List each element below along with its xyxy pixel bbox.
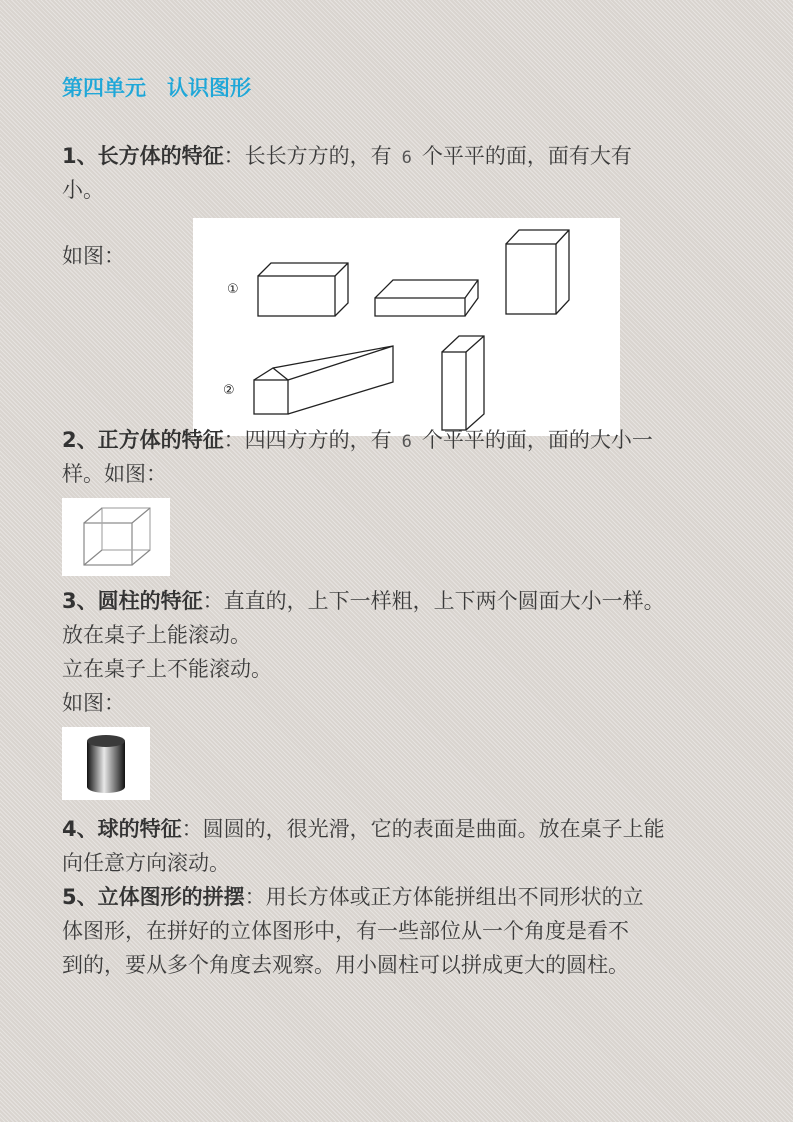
section-2-text-a: 四四方方的，有	[244, 428, 392, 452]
section-4-title: 4、球的特征	[62, 817, 182, 841]
section-1-colon: ：	[223, 144, 245, 168]
section-1-text-a: 长长方方的，有	[244, 144, 392, 168]
section-1-title: 1、长方体的特征	[62, 144, 224, 168]
section-1-text-b: 个平平的面，面有大有	[421, 144, 632, 168]
section-2-face-count: 6	[401, 432, 412, 452]
section-5-line-1	[62, 881, 644, 913]
cylinder-figure	[62, 727, 150, 800]
section-3-line-2: 放在桌子上能滚动。	[62, 623, 251, 647]
section-2-line-1	[62, 424, 653, 458]
section-1-figure-label: 如图：	[62, 244, 125, 268]
section-1-face-count: 6	[401, 148, 412, 168]
section-2-colon: ：	[223, 428, 245, 452]
cuboid-figure	[193, 218, 620, 436]
section-4-colon: ：	[181, 817, 203, 841]
section-2-title: 2、正方体的特征	[62, 428, 224, 452]
section-3-figure-label: 如图：	[62, 691, 125, 715]
section-3-line-3: 立在桌子上不能滚动。	[62, 657, 272, 681]
figure-marker-2: ②	[223, 383, 235, 398]
section-3-colon: ：	[202, 589, 224, 613]
section-2-line-2: 样。如图：	[62, 462, 167, 486]
section-1-line-2: 小。	[62, 178, 104, 202]
section-5-colon: ：	[244, 885, 266, 909]
section-3-line-1	[62, 585, 665, 617]
unit-heading: 第四单元 认识图形	[62, 76, 251, 100]
section-3-text-a: 直直的，上下一样粗，上下两个圆面大小一样。	[223, 589, 665, 613]
section-5-line-2: 体图形，在拼好的立体图形中，有一些部位从一个角度是看不	[62, 919, 629, 943]
figure-marker-1: ①	[227, 282, 239, 297]
section-1-line-1	[62, 140, 632, 174]
section-4-line-2: 向任意方向滚动。	[62, 851, 230, 875]
section-5-title: 5、立体图形的拼摆	[62, 885, 245, 909]
section-5-line-3: 到的，要从多个角度去观察。用小圆柱可以拼成更大的圆柱。	[62, 953, 629, 977]
cylinder-drawing	[62, 727, 150, 800]
cube-figure	[62, 498, 170, 576]
section-4-text-a: 圆圆的，很光滑，它的表面是曲面。放在桌子上能	[202, 817, 665, 841]
section-2-text-b: 个平平的面，面的大小一	[421, 428, 653, 452]
section-4-line-1	[62, 813, 665, 845]
cube-drawing	[62, 498, 170, 576]
section-5-text-a: 用长方体或正方体能拼组出不同形状的立	[265, 885, 644, 909]
cuboid-drawings	[193, 218, 620, 436]
section-3-title: 3、圆柱的特征	[62, 589, 203, 613]
